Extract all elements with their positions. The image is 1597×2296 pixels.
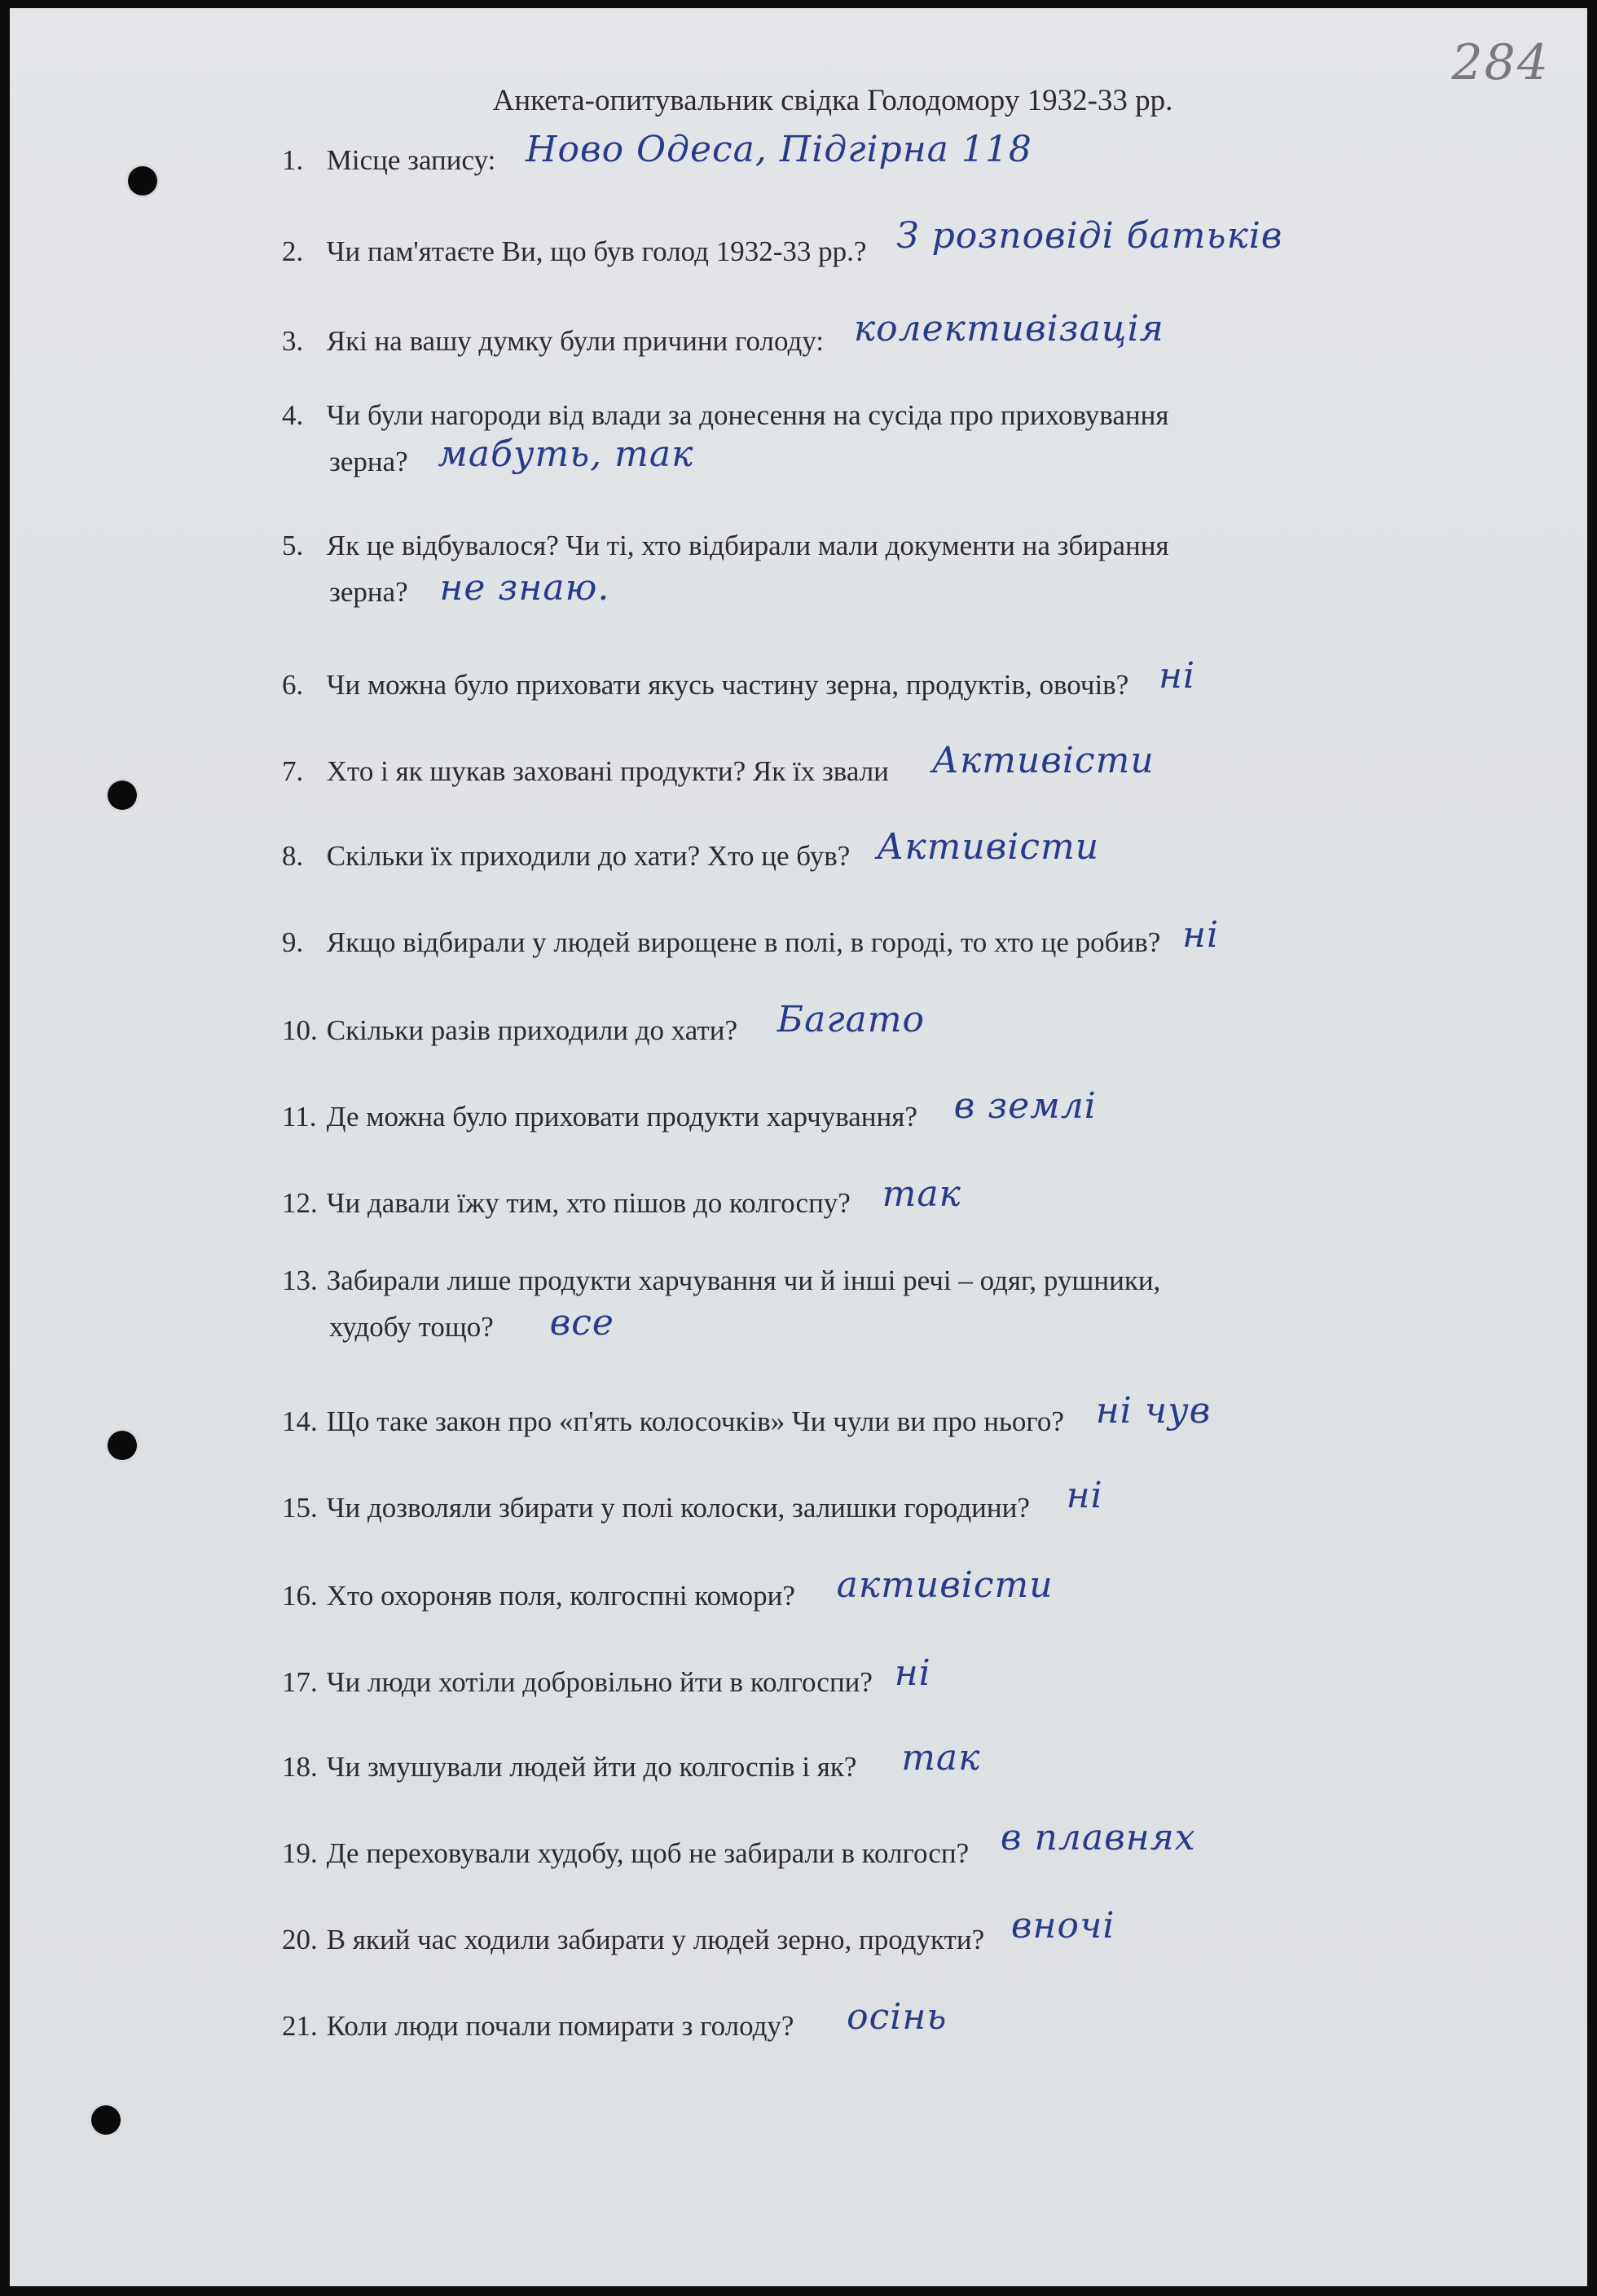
question-number: 18. [282,1751,318,1783]
handwritten-answer: так [901,1737,981,1779]
question-6 [282,655,1196,703]
document-title: Анкета-опитувальник свідка Голодомору 1932-33 рр. [492,84,1173,117]
handwritten-answer: в землі [953,1085,1097,1127]
question-number: 15. [282,1492,318,1524]
question-number: 4. [282,399,304,431]
question-text: Забирали лише продукти харчування чи й інші речі – одяг, рушники, [326,1265,1161,1296]
question-number: 16. [282,1580,318,1612]
question-13 [282,1263,1160,1345]
question-text: Де переховували худобу, щоб не забирали в колгосп? [326,1837,970,1869]
handwritten-answer: ні [1182,914,1220,956]
question-number: 19. [282,1837,318,1869]
question-text: Хто охороняв поля, колгоспні комори? [326,1580,795,1612]
question-16 [282,1564,1054,1614]
question-number: 13. [282,1265,318,1296]
question-20 [282,1905,1115,1958]
handwritten-answer: мабуть, так [438,433,694,475]
handwritten-answer: ні [1159,655,1196,697]
handwritten-answer: Активісти [931,740,1155,781]
handwritten-answer: осінь [847,1996,948,2038]
question-text-continued: зерна? [329,576,408,608]
question-text: Чи давали їжу тим, хто пішов до колгоспу? [326,1187,851,1219]
question-number: 10. [282,1014,318,1046]
handwritten-answer: ні чув [1095,1390,1212,1432]
question-text: Скільки разів приходили до хати? [326,1014,737,1046]
question-3 [282,308,1164,359]
handwritten-answer: ні [894,1652,931,1694]
question-text: Місце запису: [326,144,496,176]
question-text: Що таке закон про «п'ять колосочків» Чи чули ви про нього? [326,1405,1064,1437]
question-number: 20. [282,1924,318,1955]
question-2 [282,215,1283,270]
questionnaire-sheet [10,8,1587,2286]
punch-hole-3 [108,1431,137,1460]
question-9 [282,914,1220,961]
question-4 [282,398,1168,480]
question-number: 11. [282,1101,317,1133]
question-8 [282,826,1100,874]
question-21 [282,1996,948,2044]
handwritten-answer: Ново Одеса, Підгірна 118 [526,129,1032,170]
question-number: 2. [282,235,304,267]
question-text: Чи були нагороди від влади за донесення на сусіда про приховування [326,399,1169,431]
handwritten-answer: ні [1066,1475,1103,1516]
question-text: Хто і як шукав заховані продукти? Як їх звали [326,755,889,787]
question-number: 7. [282,755,304,787]
handwritten-answer: Багато [777,999,925,1040]
question-number: 9. [282,926,304,958]
handwritten-answer: не знаю. [439,567,610,609]
handwritten-answer: так [882,1173,961,1215]
question-number: 6. [282,669,304,701]
question-number: 8. [282,840,304,872]
question-17 [282,1652,931,1700]
question-15 [282,1475,1103,1526]
question-1 [282,129,1032,178]
question-5 [282,528,1169,610]
question-number: 3. [282,325,304,357]
question-text: Де можна було приховати продукти харчування? [326,1101,917,1133]
page-number: 284 [1451,34,1550,91]
question-14 [282,1390,1212,1440]
punch-hole-4 [91,2105,121,2135]
question-text: Чи дозволяли збирати у полі колоски, залишки городини? [326,1492,1030,1524]
punch-hole-1 [128,166,157,196]
question-text: Чи можна було приховати якусь частину зерна, продуктів, овочів? [326,669,1129,701]
question-text: Чи люди хотіли добровільно йти в колгоспи? [326,1666,873,1698]
question-number: 17. [282,1666,318,1698]
handwritten-answer: Активісти [877,826,1100,868]
question-text: Якщо відбирали у людей вирощене в полі, в городі, то хто це робив? [326,926,1161,958]
question-text: Чи пам'ятаєте Ви, що був голод 1932-33 рр.? [326,235,867,267]
question-number: 1. [282,144,304,176]
question-text: Скільки їх приходили до хати? Хто це був? [326,840,851,872]
question-text: Чи змушували людей йти до колгоспів і як? [326,1751,857,1783]
question-text: Як це відбувалося? Чи ті, хто відбирали мали документи на збирання [326,530,1169,561]
punch-hole-2 [108,781,137,810]
question-19 [282,1817,1196,1872]
handwritten-answer: З розповіді батьків [896,215,1283,257]
question-text: Коли люди почали помирати з голоду? [326,2010,794,2042]
question-number: 5. [282,530,304,561]
question-text: Які на вашу думку були причини голоду: [326,325,825,357]
question-10 [282,999,925,1049]
question-11 [282,1085,1097,1135]
handwritten-answer: активісти [836,1564,1054,1606]
question-number: 21. [282,2010,318,2042]
question-text-continued: зерна? [329,446,408,477]
handwritten-answer: в плавнях [1000,1817,1196,1858]
question-12 [282,1173,961,1221]
question-text: В який час ходили забирати у людей зерно, продукти? [326,1924,985,1955]
handwritten-answer: вночі [1010,1905,1115,1946]
question-number: 12. [282,1187,318,1219]
handwritten-answer: колективізація [853,308,1164,350]
question-7 [282,740,1155,790]
question-number: 14. [282,1405,318,1437]
handwritten-answer: все [549,1302,614,1344]
question-text-continued: худобу тощо? [329,1311,494,1343]
question-18 [282,1737,981,1785]
